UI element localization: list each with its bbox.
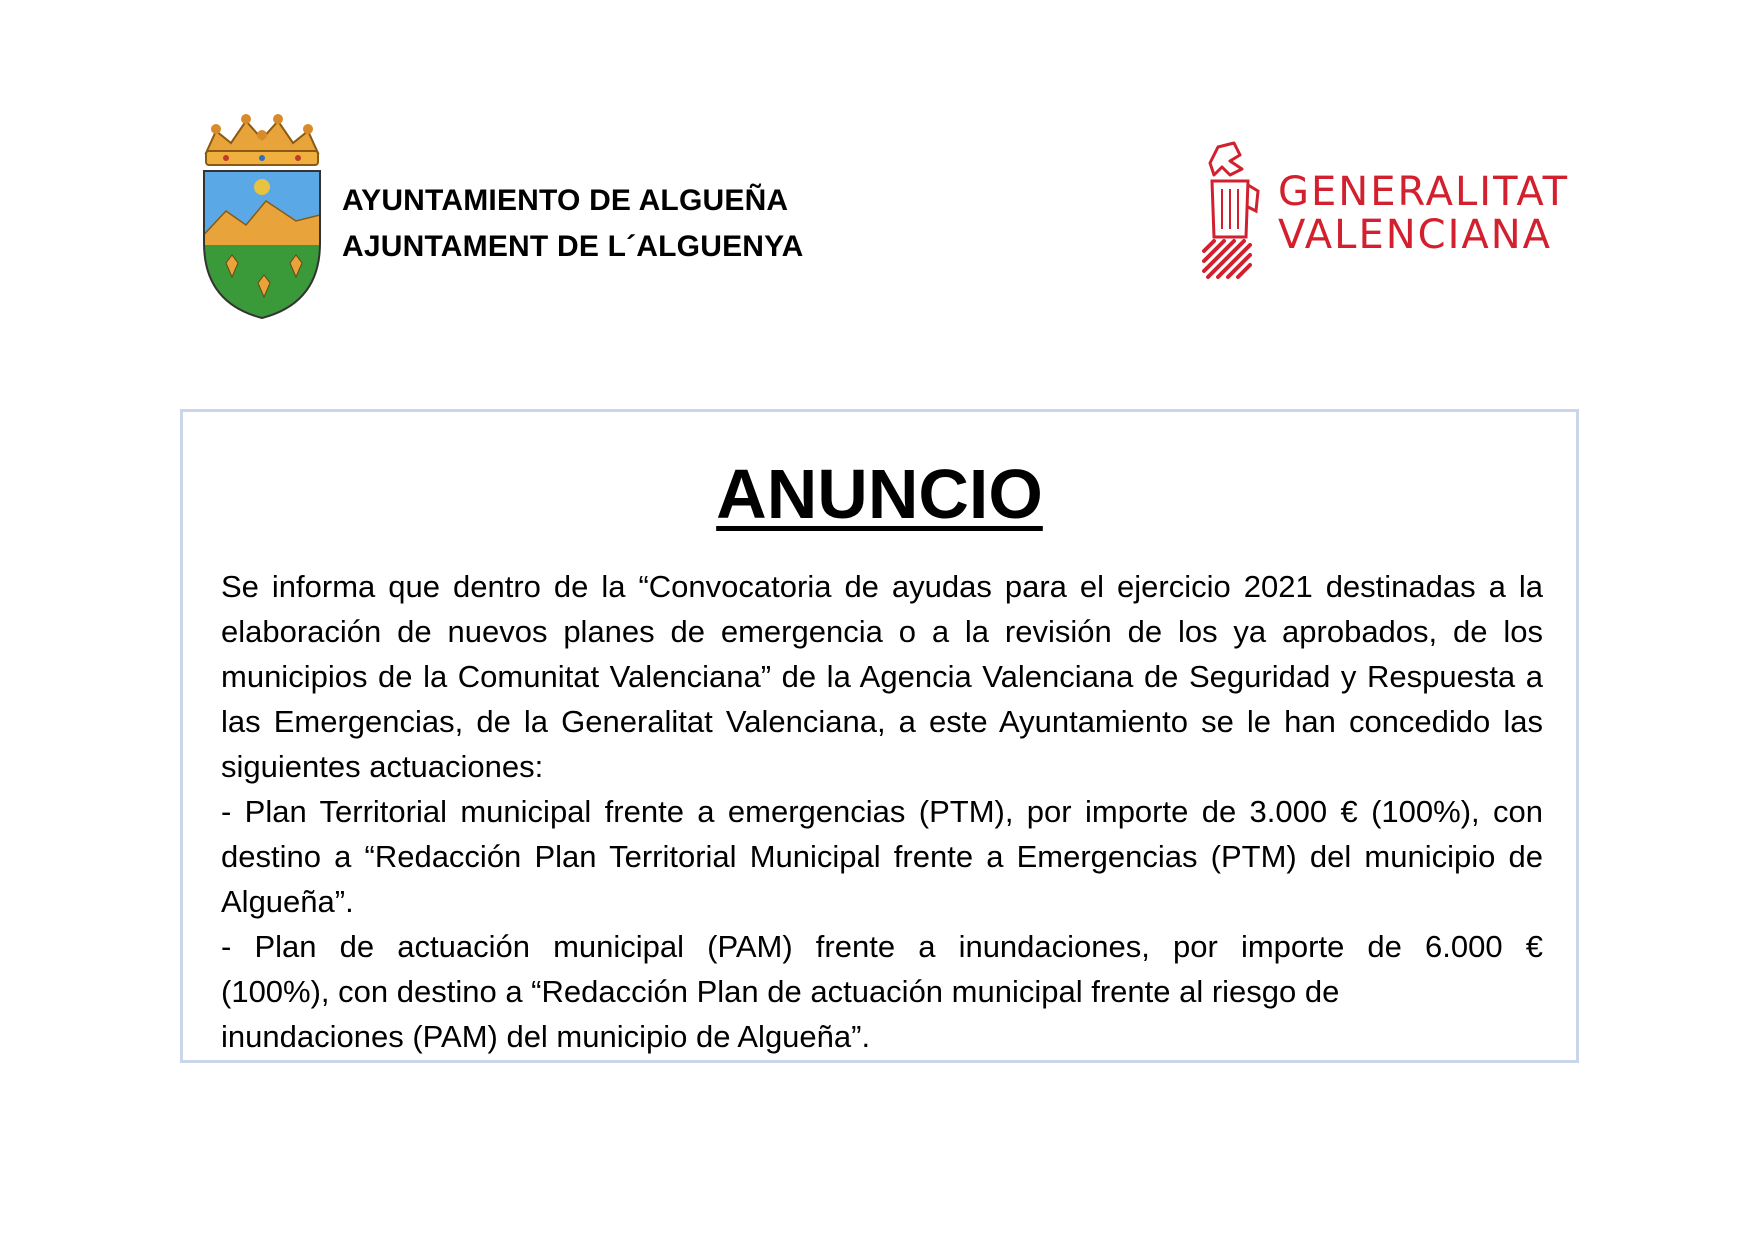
town-name-spanish: AYUNTAMIENTO DE ALGUEÑA (342, 184, 789, 217)
generalitat-line1: GENERALITAT (1278, 169, 1570, 215)
town-names (342, 178, 803, 270)
generalitat-wordmark (1278, 171, 1569, 257)
generalitat-emblem-icon (1200, 141, 1266, 291)
notice-intro-paragraph: Se informa que dentro de la “Convocatoria de ayudas para el ejercicio 2021 destinadas a la elaboración de nuevos planes de emergencia o a la revisión de los ya aprobados, de los municipios de la Comunitat Valenciana” de la Agencia Valenciana de Seguridad y Respuesta a las Emergencias, de la Generalitat Valenciana, a este Ayuntamiento se le han concedido las siguientes actuaciones: (221, 569, 1543, 784)
notice-item-pam-line1: - Plan de actuación municipal (PAM) frente a inundaciones, por importe de 6.000 € (221, 929, 1543, 964)
notice-item-pam-line3: inundaciones (PAM) del municipio de Algueña”. (221, 1019, 871, 1054)
notice-item-ptm: - Plan Territorial municipal frente a emergencias (PTM), por importe de 3.000 € (100%), con destino a “Redacción Plan Territorial Municipal frente a Emergencias (PTM) del municipio de Algueña”. (221, 794, 1543, 919)
notice-item-pam-line2: (100%), con destino a “Redacción Plan de actuación municipal frente al riesgo de (221, 974, 1340, 1009)
notice-title (183, 452, 1576, 536)
generalitat-logo (1200, 141, 1570, 291)
generalitat-line2: VALENCIANA (1278, 212, 1553, 258)
notice-title-text: ANUNCIO (716, 455, 1043, 533)
municipal-crest-icon (196, 113, 328, 320)
notice-box (180, 409, 1579, 1063)
town-name-valencian: AJUNTAMENT DE L´ALGUENYA (342, 230, 804, 263)
notice-body (221, 564, 1543, 1059)
